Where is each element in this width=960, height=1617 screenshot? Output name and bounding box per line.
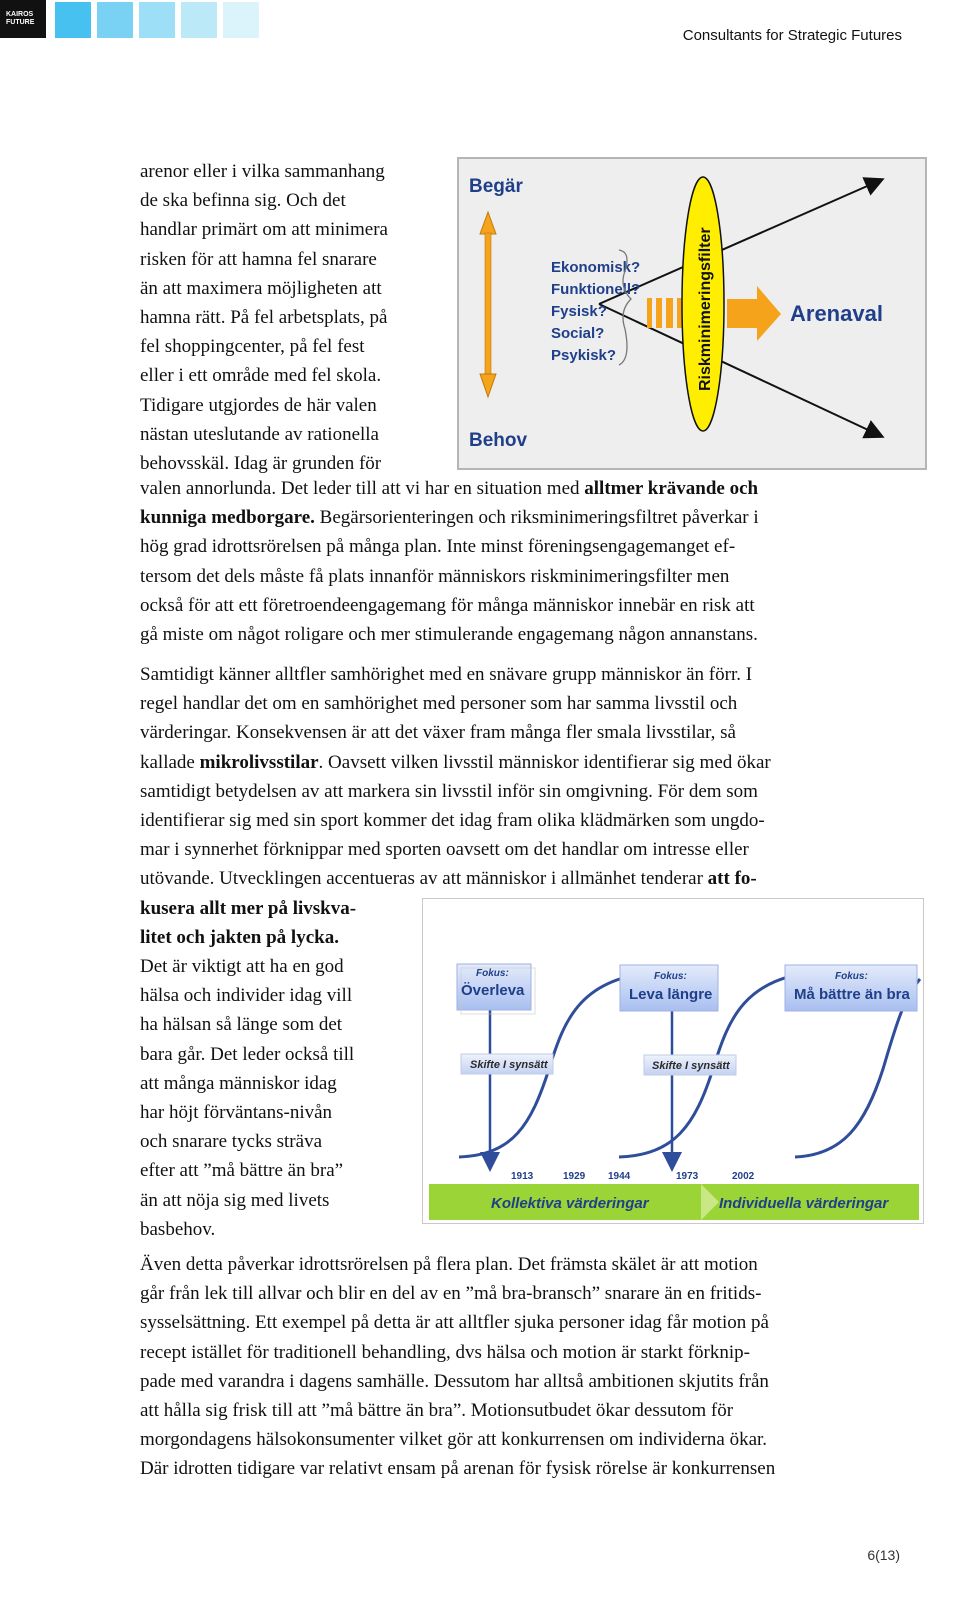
text-line: risken för att hamna fel snarare (140, 248, 377, 270)
text-line: och snarare tycks sträva (140, 1131, 323, 1153)
text-line: samtidigt betydelsen av att markera sin livsstil inför sin omgivning. För dem som (140, 780, 758, 802)
svg-text:Skifte I synsätt: Skifte I synsätt (470, 1059, 548, 1071)
dashed-arrow (647, 298, 686, 328)
question-fysisk: Fysisk? (551, 303, 607, 320)
svg-text:Överleva: Överleva (461, 982, 525, 999)
svg-text:Leva längre: Leva längre (629, 986, 713, 1003)
header-decor-box (97, 2, 133, 38)
kairos-future-logo: KAIROS FUTURE (0, 0, 46, 38)
text-line: att många människor idag (140, 1072, 337, 1094)
text-line: eller i ett område med fel skola. (140, 365, 382, 387)
text-line: kunniga medborgare. Begärsorienteringen och riksminimeringsfiltret påverkar i (140, 507, 759, 529)
shift-label-1 (461, 1054, 553, 1074)
text-line: morgondagens hälsokonsumenter vilket gör att konkurrensen om individerna ökar. (140, 1429, 768, 1451)
text-line: handlar primärt om att minimera (140, 219, 388, 241)
header-decor-box (223, 2, 259, 38)
year-label: 2002 (732, 1171, 755, 1182)
header-decor-box (55, 2, 91, 38)
text-line: mar i synnerhet förknippar med sporten oavsett om det handlar om intresse eller (140, 839, 749, 861)
focus-box-overleva (457, 964, 535, 1014)
text-line: arenor eller i vilka sammanhang (140, 161, 385, 182)
fan-arrow (599, 180, 881, 304)
text-line: pade med varandra i dagens samhälle. Dessutom har alltså ambitionen skjutits från (140, 1370, 769, 1392)
text-line: värderingar. Konsekvensen är att det växer fram många fler smala livsstilar, så (140, 722, 736, 744)
text-line: tersom det dels måste få plats innanför människors riskminimeringsfilter men (140, 565, 730, 587)
bar-label-kollektiva: Kollektiva värderingar (491, 1195, 649, 1212)
text-line: behovsskäl. Idag är grunden för (140, 453, 382, 475)
text-line: Tidigare utgjordes de här valen (140, 394, 377, 416)
year-label: 1929 (563, 1171, 586, 1182)
text-line: gå miste om något roligare och mer stimulerande engagemang någon annanstans. (140, 624, 758, 646)
arenaval-label: Arenaval (790, 301, 883, 326)
text-line: Det är viktigt att ha en god (140, 956, 344, 978)
text-line: litet och jakten på lycka. (140, 926, 339, 948)
figure-riskminimering (457, 157, 927, 470)
text-line: ha hälsan så länge som det (140, 1014, 343, 1036)
figure-s-curves (422, 898, 924, 1224)
year-label: 1973 (676, 1171, 699, 1182)
paragraph-3 (140, 1250, 920, 1484)
text-line: än att maximera möjligheten att (140, 277, 382, 299)
text-line: kallade mikrolivsstilar. Oavsett vilken livsstil människor identifierar sig med ökar (140, 751, 771, 773)
text-line: sysselsättning. Ett exempel på detta är att alltfler sjuka personer idag får motion på (140, 1312, 769, 1334)
text-line: hög grad idrottsrörelsen på många plan. Inte minst föreningsengagemanget ef- (140, 536, 736, 558)
question-social: Social? (551, 325, 605, 342)
svg-text:Fokus:: Fokus: (835, 971, 868, 982)
text-line: Där idrotten tidigare var relativt ensam på arenan för fysisk rörelse är konkurrensen (140, 1458, 776, 1480)
header-decor-box (181, 2, 217, 38)
paragraph-1-continued (140, 474, 920, 649)
text-line: bara går. Det leder också till (140, 1043, 355, 1065)
text-line: hälsa och individer idag vill (140, 985, 353, 1007)
text-line: hamna rätt. På fel arbetsplats, på (140, 307, 388, 329)
year-labels (511, 1171, 755, 1182)
svg-text:Fokus:: Fokus: (654, 971, 687, 982)
text-line: valen annorlunda. Det leder till att vi har en situation med alltmer krävande och (140, 478, 759, 499)
text-line: utövande. Utvecklingen accentueras av att människor i allmänhet tenderar att fo- (140, 868, 757, 890)
header-decor-box (139, 2, 175, 38)
text-line: har höjt förväntans-nivån (140, 1102, 333, 1124)
text-line: också för att ett företroendeengagemang för många människor innebär en risk att (140, 594, 755, 616)
arenaval-arrow (727, 286, 781, 341)
svg-text:Fokus:: Fokus: (476, 968, 509, 979)
question-list (551, 250, 640, 365)
text-line: än att nöja sig med livets (140, 1189, 330, 1211)
text-line: fel shoppingcenter, på fel fest (140, 336, 365, 358)
year-label: 1944 (608, 1171, 631, 1182)
svg-text:Må bättre än bra: Må bättre än bra (794, 986, 910, 1003)
shift-label-2 (644, 1055, 736, 1075)
text-line: att hålla sig frisk till att ”må bättre än bra”. Motionsutbudet ökar dessutom för (140, 1400, 734, 1422)
text-line: går från lek till allvar och blir en del av en ”må bra-bransch” snarare än en fritids- (140, 1283, 762, 1305)
text-line: Samtidigt känner alltfler samhörighet med en snävare grupp människor än förr. I (140, 664, 753, 685)
focus-box-ma-battre (785, 965, 917, 1011)
begar-label: Begär (469, 176, 523, 197)
text-line: efter att ”må bättre än bra” (140, 1160, 344, 1182)
year-label: 1913 (511, 1171, 534, 1182)
filter-label: Riskminimeringsfilter (697, 227, 714, 391)
question-psykisk: Psykisk? (551, 347, 617, 364)
question-funktionell: Funktionell? (551, 281, 641, 298)
text-line: Även detta påverkar idrottsrörelsen på flera plan. Det främsta skälet är att motion (140, 1254, 758, 1275)
paragraph-1-wrapped (140, 157, 450, 478)
behov-label: Behov (469, 430, 528, 451)
text-line: de ska befinna sig. Och det (140, 190, 346, 212)
company-tagline: Consultants for Strategic Futures (682, 27, 902, 44)
text-line: nästan uteslutande av rationella (140, 423, 379, 445)
bar-label-individuella: Individuella värderingar (719, 1195, 889, 1212)
text-line: recept istället för traditionell behandling, dvs hälsa och motion är starkt förknip- (140, 1341, 750, 1363)
svg-text:Skifte I synsätt: Skifte I synsätt (652, 1060, 730, 1072)
text-line: basbehov. (140, 1218, 216, 1240)
text-line: kusera allt mer på livskva- (140, 897, 357, 919)
question-ekonomisk: Ekonomisk? (551, 259, 641, 276)
text-line: regel handlar det om en samhörighet med personer som har samma livsstil och (140, 693, 738, 715)
text-line: identifierar sig med sin sport kommer det idag fram olika klädmärken som ungdo- (140, 810, 765, 832)
focus-box-leva-langre (620, 965, 718, 1011)
begar-behov-arrow (480, 212, 496, 397)
page-number: 6(13) (867, 1547, 900, 1563)
